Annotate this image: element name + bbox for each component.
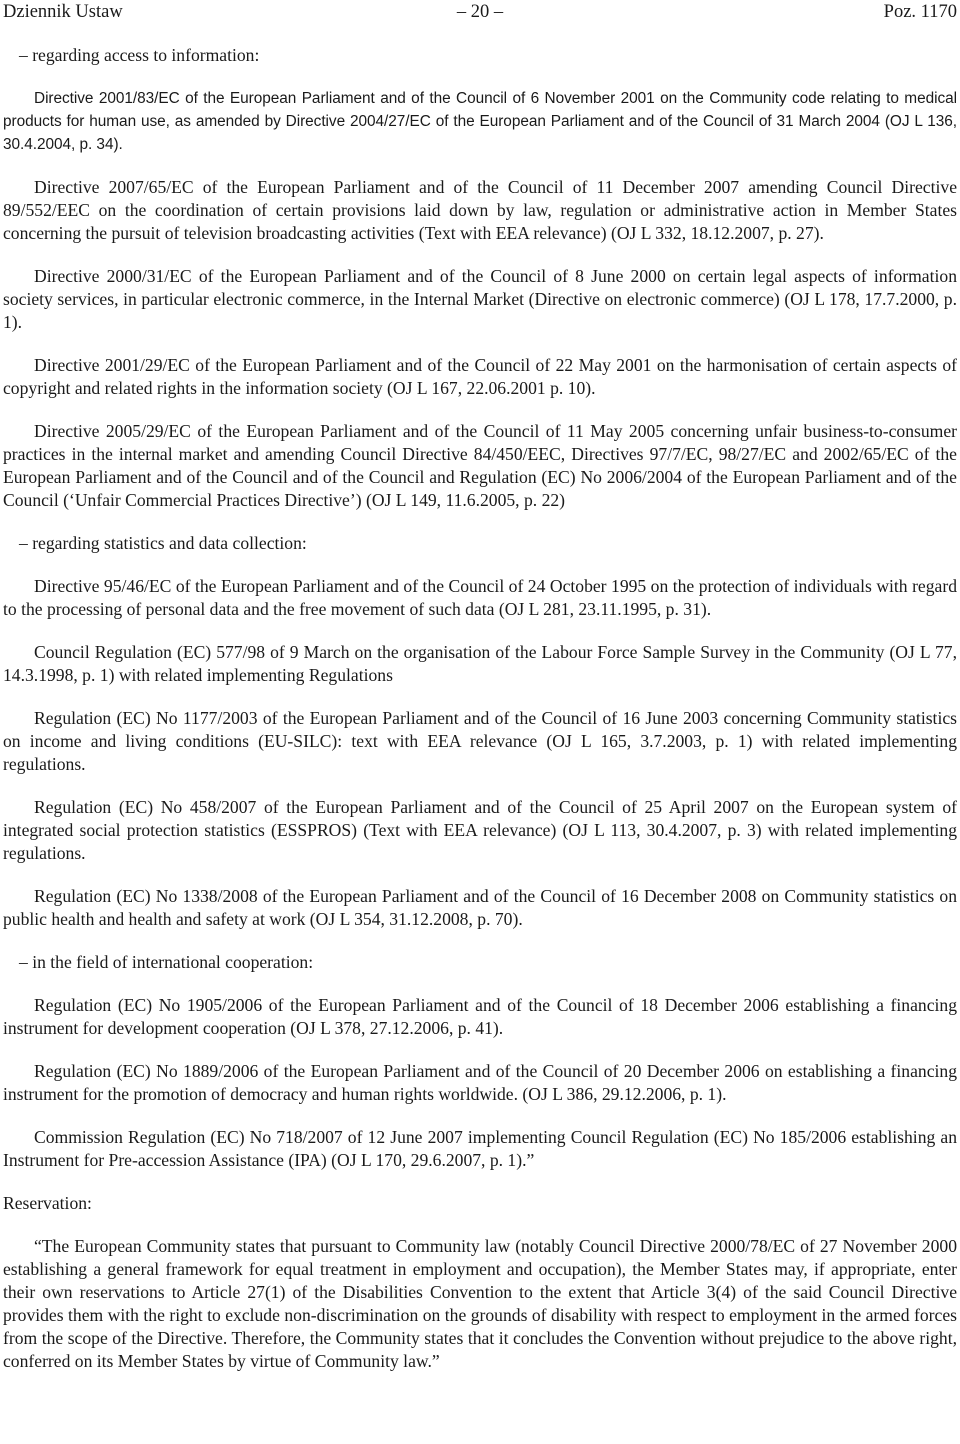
reservation-text: “The European Community states that pursuant to Community law (notably Council Directive 2000/78/EC of 27 November 2000 establishing a general framework for equal treatment in employment and occupation), the Member States may, if appropriate, enter their own reservations to Article 27(1) of the Disabilities Convention to the extent that Article 3(4) of the said Council Directive provides them with the right to exclude non-discrimination on the grounds of disability with respect to employment in the armed forces from the scope of the Directive. Therefore, the Community states that it concludes the Convention without prejudice to the above right, conferred on its Member States by virtue of Community law.” xyxy=(3,1236,957,1371)
paragraph-directive-95-46-ec: Directive 95/46/EC of the European Parliament and of the Council of 24 October 1995 on the protection of individuals with regard to the processing of personal data and the free movement of such data (OJ L 281, 23.11.1995, p. 31). xyxy=(3,576,957,619)
section-heading-access-to-information: – regarding access to information: xyxy=(19,45,260,65)
paragraph-regulation-458-2007: Regulation (EC) No 458/2007 of the European Parliament and of the Council of 25 April 2007 on the European system of integrated social protection statistics (ESSPROS) (Text with EEA relevance) (OJ L 113, 30.4.2007, p. 3) with related implementing regulations. xyxy=(3,797,957,863)
position-number: Poz. 1170 xyxy=(883,2,957,22)
paragraph-directive-2000-31-ec: Directive 2000/31/EC of the European Parliament and of the Council of 8 June 2000 on certain legal aspects of information society services, in particular electronic commerce, in the Internal Market (Directive on electronic commerce) (OJ L 178, 17.7.2000, p. 1). xyxy=(3,266,957,332)
section-heading-statistics: – regarding statistics and data collection: xyxy=(19,533,307,553)
paragraph-regulation-1905-2006: Regulation (EC) No 1905/2006 of the European Parliament and of the Council of 18 December 2006 establishing a financing instrument for development cooperation (OJ L 378, 27.12.2006, p. 41). xyxy=(3,995,957,1038)
paragraph-regulation-1338-2008: Regulation (EC) No 1338/2008 of the European Parliament and of the Council of 16 December 2008 on Community statistics on public health and health and safety at work (OJ L 354, 31.12.2008, p. 70). xyxy=(3,886,957,929)
paragraph-directive-2001-83-ec: Directive 2001/83/EC of the European Parliament and of the Council of 6 November 2001 on the Community code relating to medical products for human use, as amended by Directive 2004/27/EC of the European Parliament and of the Council of 31 March 2004 (OJ L 136, 30.4.2004, p. 34). xyxy=(3,90,957,153)
reservation-label: Reservation: xyxy=(3,1193,92,1213)
paragraph-directive-2007-65-ec: Directive 2007/65/EC of the European Parliament and of the Council of 11 December 2007 amending Council Directive 89/552/EEC on the coordination of certain provisions laid down by law, regulation or administrative action in Member States concerning the pursuit of television broadcasting activities (Text with EEA relevance) (OJ L 332, 18.12.2007, p. 27). xyxy=(3,177,957,243)
paragraph-regulation-1177-2003: Regulation (EC) No 1177/2003 of the European Parliament and of the Council of 16 June 2003 concerning Community statistics on income and living conditions (EU-SILC): text with EEA relevance (OJ L 165, 3.7.2003, p. 1) with related implementing regulations. xyxy=(3,708,957,774)
running-header xyxy=(3,0,957,24)
paragraph-regulation-1889-2006: Regulation (EC) No 1889/2006 of the European Parliament and of the Council of 20 December 2006 on establishing a financing instrument for the promotion of democracy and human rights worldwide. (OJ L 386, 29.12.2006, p. 1). xyxy=(3,1061,957,1104)
section-heading-international-cooperation: – in the field of international cooperation: xyxy=(19,952,314,972)
document-page xyxy=(3,0,957,1373)
page-number: – 20 – xyxy=(456,2,504,22)
paragraph-directive-2005-29-ec: Directive 2005/29/EC of the European Parliament and of the Council of 11 May 2005 concerning unfair business-to-consumer practices in the internal market and amending Council Directive 84/450/EEC, Directives 97/7/EC, 98/27/EC and 2002/65/EC of the European Parliament and of the Council and of the Council and Regulation (EC) No 2006/2004 of the European Parliament and of the Council (‘Unfair Commercial Practices Directive’) (OJ L 149, 11.6.2005, p. 22) xyxy=(3,421,957,510)
paragraph-regulation-718-2007: Commission Regulation (EC) No 718/2007 of 12 June 2007 implementing Council Regulation (EC) No 185/2006 establishing an Instrument for Pre-accession Assistance (IPA) (OJ L 170, 29.6.2007, p. 1).” xyxy=(3,1127,957,1170)
journal-name: Dziennik Ustaw xyxy=(3,2,123,22)
document-body xyxy=(3,44,957,1373)
paragraph-regulation-577-98: Council Regulation (EC) 577/98 of 9 March on the organisation of the Labour Force Sample Survey in the Community (OJ L 77, 14.3.1998, p. 1) with related implementing Regulations xyxy=(3,642,957,685)
paragraph-directive-2001-29-ec: Directive 2001/29/EC of the European Parliament and of the Council of 22 May 2001 on the harmonisation of certain aspects of copyright and related rights in the information society (OJ L 167, 22.06.2001 p. 10). xyxy=(3,355,957,398)
